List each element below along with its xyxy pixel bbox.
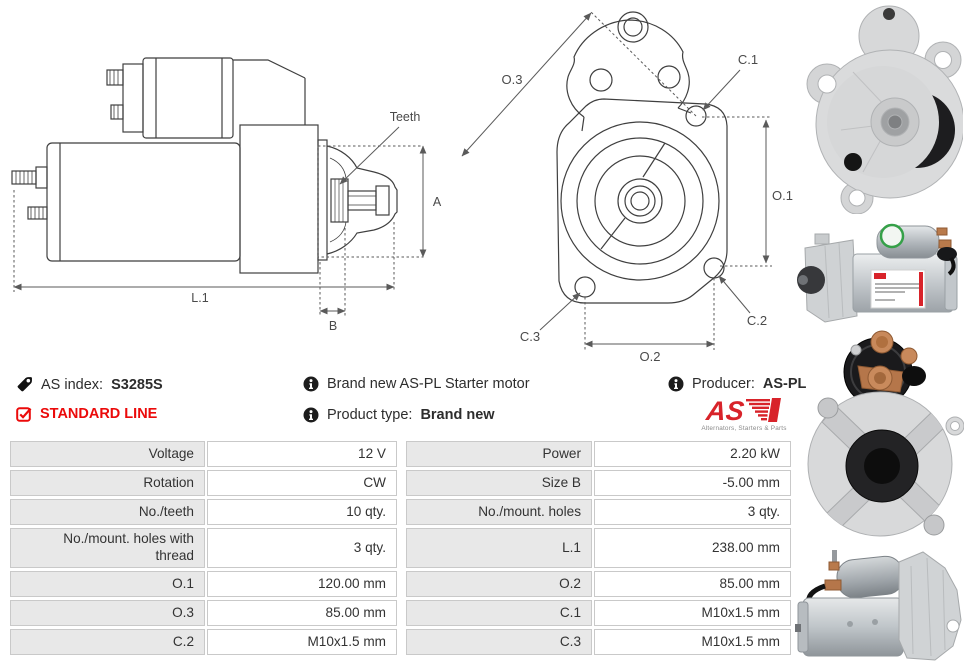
as-index-value: S3285S <box>111 376 163 393</box>
spec-table-left <box>10 441 397 655</box>
dim-o1-label: O.1 <box>772 188 793 203</box>
spec-value: 120.00 mm <box>207 571 397 597</box>
dim-l1-label: L.1 <box>191 291 209 305</box>
spec-label: No./mount. holes with thread <box>10 528 205 568</box>
spec-value: 3 qty. <box>207 528 397 568</box>
standard-line-row <box>16 406 157 422</box>
product-photo-side-view-2[interactable] <box>795 546 965 664</box>
dim-o3-label: O.3 <box>501 72 523 87</box>
producer-row <box>668 376 806 392</box>
dim-c3-label: C.3 <box>519 329 541 344</box>
spec-value: 3 qty. <box>594 499 791 525</box>
spec-label: Rotation <box>10 470 205 496</box>
product-photo-side-view[interactable] <box>795 214 965 328</box>
spec-label: L.1 <box>406 528 592 568</box>
spec-value: 85.00 mm <box>207 600 397 626</box>
side-view-technical-drawing <box>0 0 455 350</box>
spec-label: Size B <box>406 470 592 496</box>
dim-b-label: B <box>328 319 338 333</box>
tag-icon <box>16 376 33 393</box>
product-type-label: Product type: <box>327 407 413 423</box>
info-icon <box>303 407 319 423</box>
spec-value: 2.20 kW <box>594 441 791 467</box>
spec-label: C.1 <box>406 600 592 626</box>
starter-front-outline <box>557 12 727 303</box>
info-icon <box>303 376 319 392</box>
checked-checkbox-icon <box>16 406 32 422</box>
spec-label: No./teeth <box>10 499 205 525</box>
spec-label: C.2 <box>10 629 205 655</box>
as-index-label: AS index: <box>41 376 104 393</box>
svg-text:AS: AS <box>704 396 746 424</box>
spec-value: CW <box>207 470 397 496</box>
spec-label: O.2 <box>406 571 592 597</box>
spec-table-right <box>406 441 791 655</box>
dim-a-label: A <box>432 195 442 209</box>
spec-value: 12 V <box>207 441 397 467</box>
front-view-dimensions <box>462 12 772 350</box>
spec-value: -5.00 mm <box>594 470 791 496</box>
spec-value: M10x1.5 mm <box>594 600 791 626</box>
dim-c1-label: C.1 <box>737 52 759 67</box>
spec-label: O.3 <box>10 600 205 626</box>
spec-label: No./mount. holes <box>406 499 592 525</box>
spec-label: Voltage <box>10 441 205 467</box>
dim-o2-label: O.2 <box>639 349 661 364</box>
side-view-dimensions <box>14 127 423 317</box>
starter-side-outline <box>12 58 397 273</box>
producer-label: Producer: <box>692 376 755 392</box>
spec-value: M10x1.5 mm <box>594 629 791 655</box>
spec-label: C.3 <box>406 629 592 655</box>
product-photo-drive-end-front[interactable] <box>797 2 963 214</box>
product-description: Brand new AS-PL Starter motor <box>327 376 530 392</box>
spec-label: Power <box>406 441 592 467</box>
as-pl-logo-mark <box>694 396 794 424</box>
standard-line-badge: STANDARD LINE <box>40 406 158 422</box>
product-type-row <box>303 407 495 423</box>
spec-value: 238.00 mm <box>594 528 791 568</box>
as-pl-logo-tagline: Alternators, Starters & Parts <box>701 425 787 432</box>
description-row <box>303 376 530 392</box>
spec-value: M10x1.5 mm <box>207 629 397 655</box>
front-view-technical-drawing <box>450 0 795 372</box>
product-photo-rear-view[interactable] <box>792 330 964 544</box>
dim-c2-label: C.2 <box>746 313 768 328</box>
spec-label: O.1 <box>10 571 205 597</box>
teeth-label: Teeth <box>389 110 421 124</box>
info-icon <box>668 376 684 392</box>
spec-value: 10 qty. <box>207 499 397 525</box>
spec-value: 85.00 mm <box>594 571 791 597</box>
producer-value: AS-PL <box>762 376 807 392</box>
product-type-value: Brand new <box>420 407 495 423</box>
as-index-row <box>16 376 163 393</box>
